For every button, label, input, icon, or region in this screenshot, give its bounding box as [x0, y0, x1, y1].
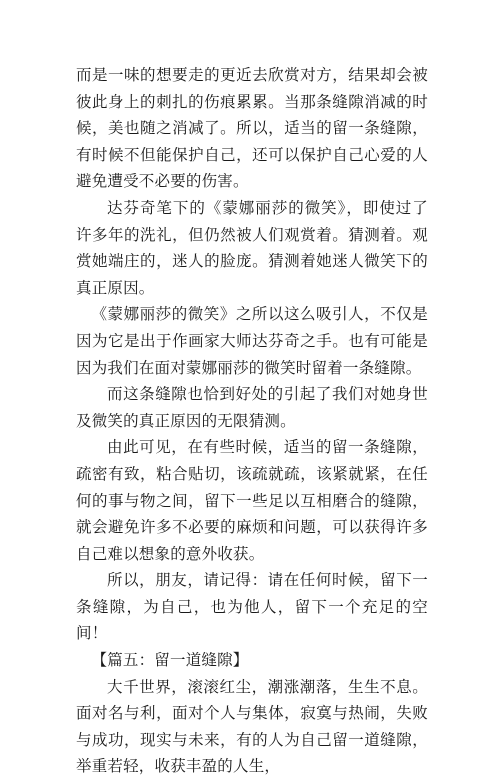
paragraph-davinci: 达芬奇笔下的《蒙娜丽莎的微笑》，即使过了许多年的洗礼，但仍然被人们观赏着。猜测着。观赏她端庄的，迷人的脸庞。猜测着她迷人微笑下的真正原因。 [76, 198, 428, 297]
paragraph-mona-lisa: 《蒙娜丽莎的微笑》之所以这么吸引人，不仅是因为它是出于作画家大师达芬奇之手。也有可能是因为我们在面对蒙娜丽莎的微笑时留着一条缝隙。 [76, 305, 428, 377]
paragraph-advice: 所以，朋友，请记得：请在任何时候，留下一条缝隙，为自己，也为他人，留下一个充足的空间！ [76, 571, 428, 643]
paragraph-continuation: 而是一味的想要走的更近去欣赏对方，结果却会被彼此身上的刺扎的伤痕累累。当那条缝隙消减的时候，美也随之消减了。所以，适当的留一条缝隙，有时候不但能保护自己，还可以保护自己心爱的人避免遭受不必要的伤害。 [76, 66, 428, 191]
paragraph-conclusion: 由此可见，在有些时候，适当的留一条缝隙，疏密有致，粘合贴切，该疏就疏，该紧就紧，在任何的事与物之间，留下一些足以互相磨合的缝隙，就会避免许多不必要的麻烦和问题，可以获得许多自己难以想象的意外收获。 [76, 438, 428, 563]
document-body [76, 62, 428, 780]
section-heading: 【篇五：留一道缝隙】 [91, 651, 249, 670]
paragraph-world: 大千世界，滚滚红尘，潮涨潮落，生生不息。面对名与利，面对个人与集体，寂寞与热闹，失败与成功，现实与未来，有的人为自己留一道缝隙，举重若轻，收获丰盈的人生， [76, 677, 428, 776]
paragraph-gap-curiosity: 而这条缝隙也恰到好处的引起了我们对她身世及微笑的真正原因的无限猜测。 [76, 385, 428, 430]
